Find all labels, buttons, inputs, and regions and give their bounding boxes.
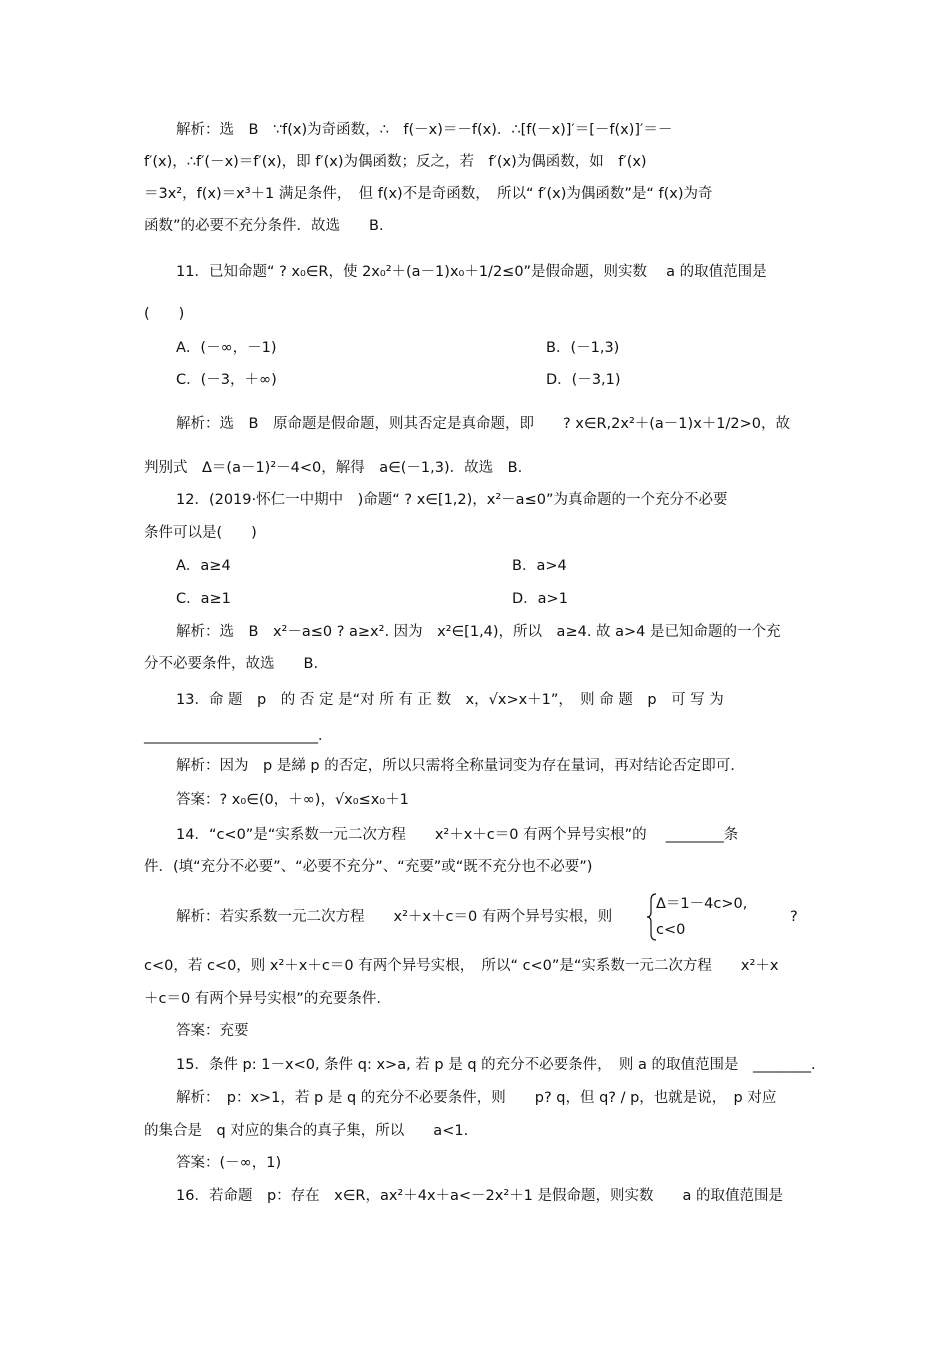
text-line: 解析：因为 p 是綈 p 的否定，所以只需将全称量词变为存在量词，再对结论否定即可. bbox=[176, 758, 735, 774]
text-line: 函数”的必要不充分条件．故选 B. bbox=[144, 218, 384, 234]
text-line: ＋c＝0 有两个异号实根”的充要条件. bbox=[144, 991, 381, 1007]
option-c: C．(－3，＋∞) bbox=[176, 372, 277, 388]
text-line: ＝3x²，f(x)＝x³＋1 满足条件， 但 f(x)不是奇函数， 所以“ f′(x)为偶函数”是“ f(x)为奇 bbox=[144, 186, 713, 202]
option-a: A．(－∞，－1) bbox=[176, 340, 277, 356]
question-13: 13．命 题 p 的 否 定 是“对 所 有 正 数 x，√x>x＋1”， 则 命 题 p 可 写 为 bbox=[176, 692, 724, 708]
system-row: Δ＝1－4c>0, bbox=[656, 896, 748, 912]
text-line: c<0，若 c<0，则 x²＋x＋c＝0 有两个异号实根， 所以“ c<0”是“实系数一元二次方程 x²＋x bbox=[144, 958, 779, 974]
question-15: 15．条件 p: 1－x<0, 条件 q: x>a, 若 p 是 q 的充分不必要条件， 则 a 的取值范围是 ________. bbox=[176, 1057, 816, 1073]
text-line: 件．(填“充分不必要”、“必要不充分”、“充要”或“既不充分也不必要”) bbox=[144, 859, 593, 875]
question-14: 14．“c<0”是“实系数一元二次方程 x²＋x＋c＝0 有两个异号实根”的 ________条 bbox=[176, 827, 739, 843]
text-line: 解析：若实系数一元二次方程 x²＋x＋c＝0 有两个异号实根，则 bbox=[176, 909, 613, 925]
text-line: 解析： p：x>1，若 p 是 q 的充分不必要条件，则 p? q，但 q? / p，也就是说， p 对应 bbox=[176, 1090, 777, 1106]
text-line: 解析：选 B x²－a≤0 ? a≥x². 因为 x²∈[1,4)，所以 a≥4. 故 a>4 是已知命题的一个充 bbox=[176, 624, 781, 640]
option-b: B．a>4 bbox=[512, 558, 567, 574]
text-line: 解析：选 B ∵f(x)为奇函数，∴ f(－x)＝－f(x)．∴[f(－x)]′＝[－f(x)]′＝－ bbox=[176, 122, 673, 138]
text-line: 判别式 Δ＝(a－1)²－4<0，解得 a∈(－1,3)．故选 B. bbox=[144, 460, 523, 476]
answer-blank: ________________________． bbox=[144, 728, 333, 744]
text-line: ( ) bbox=[144, 306, 185, 322]
answer-line: 答案：(－∞，1) bbox=[176, 1155, 282, 1171]
option-b: B．(－1,3) bbox=[546, 340, 620, 356]
text-line: f′(x)，∴f′(－x)＝f′(x)，即 f′(x)为偶函数；反之，若 f′(x)为偶函数，如 f′(x) bbox=[144, 154, 647, 170]
text-line: 条件可以是( ) bbox=[144, 525, 257, 541]
answer-line: 答案：充要 bbox=[176, 1023, 249, 1039]
system-row: c<0 bbox=[656, 922, 686, 938]
question-16: 16．若命题 p：存在 x∈R，ax²＋4x＋a<－2x²＋1 是假命题，则实数 a 的取值范围是 bbox=[176, 1188, 784, 1204]
question-11: 11．已知命题“ ? x₀∈R，使 2x₀²＋(a－1)x₀＋1/2≤0”是假命题，则实数 a 的取值范围是 bbox=[176, 264, 767, 280]
question-12: 12．(2019·怀仁一中期中 )命题“ ? x∈[1,2)，x²－a≤0”为真命题的一个充分不必要 bbox=[176, 492, 728, 508]
answer-line: 答案：? x₀∈(0，＋∞)，√x₀≤x₀＋1 bbox=[176, 792, 409, 808]
option-a: A．a≥4 bbox=[176, 558, 231, 574]
text-line: 的集合是 q 对应的集合的真子集，所以 a<1. bbox=[144, 1123, 469, 1139]
text-line: 解析：选 B 原命题是假命题，则其否定是真命题，即 ? x∈R,2x²＋(a－1)x＋1/2>0，故 bbox=[176, 416, 790, 432]
option-c: C．a≥1 bbox=[176, 591, 231, 607]
text-line: 分不必要条件，故选 B. bbox=[144, 656, 319, 672]
text-line: ? bbox=[790, 909, 798, 925]
option-d: D．(－3,1) bbox=[546, 372, 621, 388]
option-d: D．a>1 bbox=[512, 591, 568, 607]
